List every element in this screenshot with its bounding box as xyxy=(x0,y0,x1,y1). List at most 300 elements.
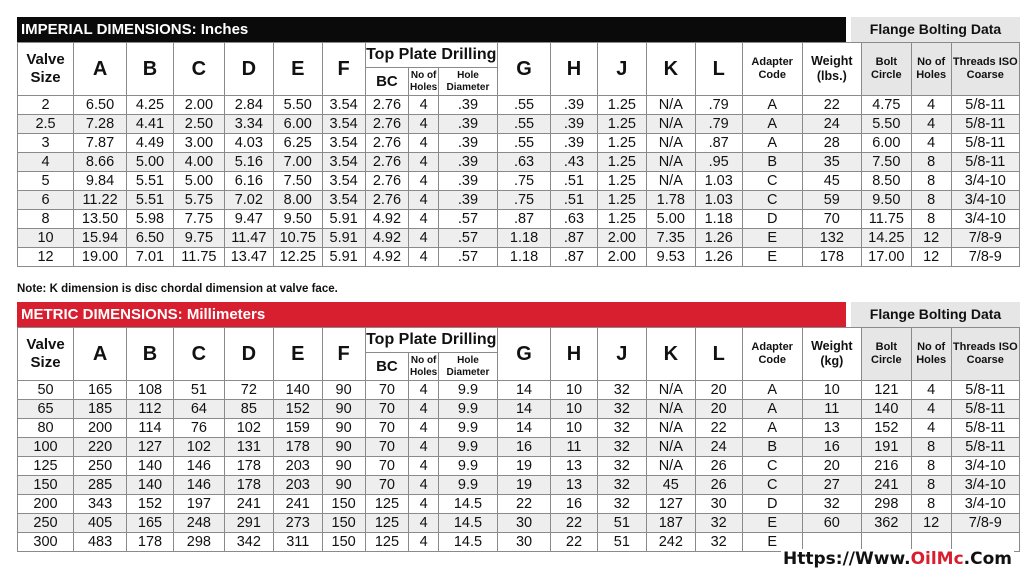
table-cell: 4 xyxy=(409,115,439,134)
watermark-suffix: .Com xyxy=(963,549,1012,569)
table-cell: 2.84 xyxy=(224,96,273,115)
table-cell: A xyxy=(742,134,802,153)
col-bolt-circle: Bolt Circle xyxy=(861,43,911,96)
table-cell: 4.92 xyxy=(365,210,409,229)
table-cell: 4 xyxy=(409,229,439,248)
table-cell: 4 xyxy=(911,419,951,438)
table-cell: 159 xyxy=(273,419,322,438)
table-cell: 405 xyxy=(74,514,127,533)
table-cell: .55 xyxy=(498,134,551,153)
table-cell: 8.00 xyxy=(273,191,322,210)
table-cell: 32 xyxy=(695,514,742,533)
table-cell: A xyxy=(742,419,802,438)
table-cell: B xyxy=(742,438,802,457)
table-row xyxy=(18,400,1020,419)
table-cell: 9.9 xyxy=(438,400,497,419)
col-l: L xyxy=(695,43,742,96)
table-cell: 5.00 xyxy=(646,210,695,229)
table-cell: .63 xyxy=(498,153,551,172)
col-f: F xyxy=(322,328,365,381)
table-cell: 3/4-10 xyxy=(951,191,1019,210)
table-cell: 70 xyxy=(365,438,409,457)
table-cell: 2.00 xyxy=(173,96,224,115)
table-row xyxy=(18,495,1020,514)
table-cell: 4 xyxy=(409,191,439,210)
table-cell: 4 xyxy=(409,381,439,400)
table-cell: 200 xyxy=(18,495,74,514)
table-cell: N/A xyxy=(646,115,695,134)
table-cell: 150 xyxy=(322,495,365,514)
table-cell: 285 xyxy=(74,476,127,495)
table-cell: 10 xyxy=(551,419,598,438)
table-cell: 3/4-10 xyxy=(951,457,1019,476)
table-row xyxy=(18,438,1020,457)
table-cell: 127 xyxy=(127,438,174,457)
table-cell: .39 xyxy=(551,96,598,115)
col-c: C xyxy=(173,43,224,96)
table-cell: 5.00 xyxy=(127,153,174,172)
table-cell: 70 xyxy=(802,210,861,229)
table-cell: .79 xyxy=(695,115,742,134)
table-cell: 4.25 xyxy=(127,96,174,115)
table-row xyxy=(18,134,1020,153)
col-j: J xyxy=(597,328,646,381)
table-cell: 102 xyxy=(224,419,273,438)
table-cell: 90 xyxy=(322,476,365,495)
table-cell: .57 xyxy=(438,229,497,248)
table-cell: 125 xyxy=(365,533,409,552)
table-cell: 7.87 xyxy=(74,134,127,153)
table-cell: 6 xyxy=(18,191,74,210)
table-cell: 298 xyxy=(173,533,224,552)
col-weight: Weight (lbs.) xyxy=(802,43,861,96)
table-cell: 70 xyxy=(365,457,409,476)
table-cell: 45 xyxy=(646,476,695,495)
table-cell: 2 xyxy=(18,96,74,115)
col-adapter-code: Adapter Code xyxy=(742,328,802,381)
table-cell: 11.75 xyxy=(861,210,911,229)
table-cell: 76 xyxy=(173,419,224,438)
table-cell: 11 xyxy=(551,438,598,457)
col-c: C xyxy=(173,328,224,381)
table-cell: 125 xyxy=(365,514,409,533)
table-cell: 6.00 xyxy=(273,115,322,134)
table-cell: 14.5 xyxy=(438,514,497,533)
table-cell: N/A xyxy=(646,457,695,476)
table-cell: 32 xyxy=(597,419,646,438)
table-cell: 4 xyxy=(409,533,439,552)
table-cell: 3.34 xyxy=(224,115,273,134)
table-cell: 13 xyxy=(802,419,861,438)
table-cell: N/A xyxy=(646,381,695,400)
table-cell: 140 xyxy=(861,400,911,419)
table-cell: 1.25 xyxy=(597,191,646,210)
table-cell: 343 xyxy=(74,495,127,514)
table-cell: 4 xyxy=(409,514,439,533)
table-cell: 4 xyxy=(18,153,74,172)
table-cell: 11.22 xyxy=(74,191,127,210)
table-cell: 14.25 xyxy=(861,229,911,248)
table-cell: 3/4-10 xyxy=(951,476,1019,495)
table-cell: 7.35 xyxy=(646,229,695,248)
imperial-section xyxy=(17,17,1020,267)
table-cell: 9.75 xyxy=(173,229,224,248)
table-cell: 5.98 xyxy=(127,210,174,229)
table-cell: 248 xyxy=(173,514,224,533)
table-cell: 146 xyxy=(173,457,224,476)
col-e: E xyxy=(273,43,322,96)
table-cell: .39 xyxy=(438,153,497,172)
table-cell: .39 xyxy=(438,172,497,191)
table-cell: 2.5 xyxy=(18,115,74,134)
table-cell: 12 xyxy=(911,248,951,267)
table-cell: 3.54 xyxy=(322,96,365,115)
table-cell: 3/4-10 xyxy=(951,495,1019,514)
imperial-table-body xyxy=(18,96,1020,267)
table-cell: .39 xyxy=(551,134,598,153)
table-cell: 70 xyxy=(365,381,409,400)
table-cell: 1.18 xyxy=(695,210,742,229)
table-cell: 8 xyxy=(911,191,951,210)
table-cell: 2.50 xyxy=(173,115,224,134)
table-cell: 7/8-9 xyxy=(951,248,1019,267)
table-cell: C xyxy=(742,476,802,495)
table-cell: 185 xyxy=(74,400,127,419)
table-cell: 242 xyxy=(646,533,695,552)
table-cell: 178 xyxy=(802,248,861,267)
table-cell: 108 xyxy=(127,381,174,400)
table-cell: .39 xyxy=(438,96,497,115)
table-cell: 191 xyxy=(861,438,911,457)
table-cell: 14.5 xyxy=(438,495,497,514)
table-cell: 13 xyxy=(551,457,598,476)
table-cell: 8 xyxy=(911,457,951,476)
table-cell: 1.26 xyxy=(695,229,742,248)
table-cell: 85 xyxy=(224,400,273,419)
table-cell: 4 xyxy=(911,400,951,419)
table-cell: 6.00 xyxy=(861,134,911,153)
table-cell: 4 xyxy=(911,115,951,134)
table-cell: 112 xyxy=(127,400,174,419)
metric-dimensions-table xyxy=(17,327,1020,552)
table-cell: 140 xyxy=(127,476,174,495)
site-watermark xyxy=(781,549,1014,569)
col-flange-holes: No of Holes xyxy=(911,43,951,96)
table-cell: 3.54 xyxy=(322,191,365,210)
table-cell: 2.76 xyxy=(365,96,409,115)
table-cell: 13.47 xyxy=(224,248,273,267)
col-bolt-circle: Bolt Circle xyxy=(861,328,911,381)
table-cell: 178 xyxy=(127,533,174,552)
table-cell: 8 xyxy=(911,476,951,495)
table-cell: .51 xyxy=(551,191,598,210)
table-cell: 32 xyxy=(597,476,646,495)
table-cell: 24 xyxy=(695,438,742,457)
table-cell: 150 xyxy=(322,514,365,533)
table-cell: 342 xyxy=(224,533,273,552)
table-cell: 70 xyxy=(365,476,409,495)
col-no-of-holes: No of Holes xyxy=(409,68,439,96)
table-cell: 32 xyxy=(597,457,646,476)
col-k: K xyxy=(646,43,695,96)
table-cell: 200 xyxy=(74,419,127,438)
table-cell: N/A xyxy=(646,96,695,115)
imperial-dimensions-table xyxy=(17,42,1020,267)
k-dimension-note: Note: K dimension is disc chordal dimension at valve face. xyxy=(17,283,338,295)
col-d: D xyxy=(224,43,273,96)
table-cell: A xyxy=(742,115,802,134)
table-cell: 19 xyxy=(498,457,551,476)
col-l: L xyxy=(695,328,742,381)
col-h: H xyxy=(551,328,598,381)
table-cell: 6.50 xyxy=(74,96,127,115)
table-cell: 4 xyxy=(911,381,951,400)
col-threads: Threads ISO Coarse xyxy=(951,43,1019,96)
table-cell: 4.49 xyxy=(127,134,174,153)
table-cell: 4 xyxy=(409,134,439,153)
table-cell: 35 xyxy=(802,153,861,172)
table-cell: .57 xyxy=(438,210,497,229)
table-cell: 7.75 xyxy=(173,210,224,229)
table-cell: .79 xyxy=(695,96,742,115)
table-cell: 4 xyxy=(911,96,951,115)
table-cell: 9.9 xyxy=(438,438,497,457)
table-cell: 102 xyxy=(173,438,224,457)
table-cell: 7/8-9 xyxy=(951,514,1019,533)
table-row xyxy=(18,191,1020,210)
table-cell: 5/8-11 xyxy=(951,400,1019,419)
table-cell: D xyxy=(742,210,802,229)
col-a: A xyxy=(74,328,127,381)
table-cell: 16 xyxy=(498,438,551,457)
table-cell: 14 xyxy=(498,400,551,419)
table-cell: 20 xyxy=(695,400,742,419)
col-j: J xyxy=(597,43,646,96)
table-cell: .63 xyxy=(551,210,598,229)
table-cell: 90 xyxy=(322,419,365,438)
table-cell: 5/8-11 xyxy=(951,381,1019,400)
table-cell: 250 xyxy=(74,457,127,476)
table-cell: 14.5 xyxy=(438,533,497,552)
table-row xyxy=(18,457,1020,476)
table-cell: 13.50 xyxy=(74,210,127,229)
table-cell: 90 xyxy=(322,438,365,457)
table-cell: 4 xyxy=(409,248,439,267)
table-cell: C xyxy=(742,457,802,476)
table-cell: 70 xyxy=(365,400,409,419)
table-cell: 311 xyxy=(273,533,322,552)
imperial-titlebar xyxy=(17,17,1020,42)
table-cell: 150 xyxy=(18,476,74,495)
table-cell: 2.76 xyxy=(365,153,409,172)
table-cell: .43 xyxy=(551,153,598,172)
table-cell: 5.51 xyxy=(127,191,174,210)
table-cell: 140 xyxy=(127,457,174,476)
table-cell: 241 xyxy=(224,495,273,514)
table-cell: 241 xyxy=(861,476,911,495)
table-cell: 6.16 xyxy=(224,172,273,191)
col-g: G xyxy=(498,43,551,96)
table-cell: D xyxy=(742,495,802,514)
table-cell: 1.03 xyxy=(695,172,742,191)
table-cell: .39 xyxy=(438,134,497,153)
table-cell: 5/8-11 xyxy=(951,438,1019,457)
table-cell: 5.16 xyxy=(224,153,273,172)
table-cell: 300 xyxy=(18,533,74,552)
table-cell: 5/8-11 xyxy=(951,115,1019,134)
table-cell: A xyxy=(742,381,802,400)
table-cell: 132 xyxy=(802,229,861,248)
watermark-prefix: Https://Www. xyxy=(783,549,911,569)
table-cell: 3.54 xyxy=(322,115,365,134)
table-cell: 24 xyxy=(802,115,861,134)
table-cell: 12.25 xyxy=(273,248,322,267)
metric-table-body xyxy=(18,381,1020,552)
table-cell: .87 xyxy=(551,248,598,267)
table-cell: 12 xyxy=(911,229,951,248)
table-cell: 4 xyxy=(409,153,439,172)
table-cell: 19 xyxy=(498,476,551,495)
table-cell: 2.76 xyxy=(365,172,409,191)
table-cell: 4.41 xyxy=(127,115,174,134)
table-cell: 10 xyxy=(551,381,598,400)
table-cell: 50 xyxy=(18,381,74,400)
table-cell: 19.00 xyxy=(74,248,127,267)
table-cell: 178 xyxy=(273,438,322,457)
table-cell: 1.25 xyxy=(597,96,646,115)
table-cell: 1.03 xyxy=(695,191,742,210)
table-cell: N/A xyxy=(646,172,695,191)
col-e: E xyxy=(273,328,322,381)
table-cell: 10.75 xyxy=(273,229,322,248)
table-cell: 7/8-9 xyxy=(951,229,1019,248)
table-cell: 220 xyxy=(74,438,127,457)
table-cell: 8.50 xyxy=(861,172,911,191)
table-cell: 5.51 xyxy=(127,172,174,191)
table-cell: 90 xyxy=(322,400,365,419)
table-cell: 9.84 xyxy=(74,172,127,191)
metric-flange-title: Flange Bolting Data xyxy=(851,302,1020,327)
table-cell: A xyxy=(742,96,802,115)
table-cell: 1.25 xyxy=(597,210,646,229)
col-h: H xyxy=(551,43,598,96)
table-cell: 1.18 xyxy=(498,248,551,267)
table-cell: 3 xyxy=(18,134,74,153)
table-cell: 4 xyxy=(409,495,439,514)
table-cell: 362 xyxy=(861,514,911,533)
table-cell: 10 xyxy=(18,229,74,248)
table-cell: 1.25 xyxy=(597,172,646,191)
table-cell: 4.03 xyxy=(224,134,273,153)
table-row xyxy=(18,210,1020,229)
table-cell: 10 xyxy=(802,381,861,400)
table-cell: 6.25 xyxy=(273,134,322,153)
table-cell: 7.02 xyxy=(224,191,273,210)
table-cell: 5.50 xyxy=(861,115,911,134)
table-cell: .87 xyxy=(695,134,742,153)
table-cell: E xyxy=(742,533,802,552)
table-cell: 216 xyxy=(861,457,911,476)
table-cell: 14 xyxy=(498,381,551,400)
col-top-plate-drilling: Top Plate Drilling xyxy=(365,328,498,353)
table-cell: 165 xyxy=(74,381,127,400)
table-cell: 11.75 xyxy=(173,248,224,267)
table-cell: 5.00 xyxy=(173,172,224,191)
table-cell: 4 xyxy=(409,172,439,191)
table-cell: 4 xyxy=(911,134,951,153)
table-cell: 65 xyxy=(18,400,74,419)
table-cell: 187 xyxy=(646,514,695,533)
table-cell: 51 xyxy=(173,381,224,400)
table-cell: 8 xyxy=(911,172,951,191)
table-cell: 17.00 xyxy=(861,248,911,267)
table-cell: 100 xyxy=(18,438,74,457)
table-cell: 1.25 xyxy=(597,115,646,134)
table-cell: 80 xyxy=(18,419,74,438)
table-cell: 9.50 xyxy=(861,191,911,210)
col-k: K xyxy=(646,328,695,381)
table-cell: 9.47 xyxy=(224,210,273,229)
table-cell: 1.78 xyxy=(646,191,695,210)
table-cell: 7.28 xyxy=(74,115,127,134)
table-row xyxy=(18,248,1020,267)
table-cell: 291 xyxy=(224,514,273,533)
imperial-title: IMPERIAL DIMENSIONS: Inches xyxy=(17,17,846,42)
table-cell: 4 xyxy=(409,210,439,229)
table-cell: 5 xyxy=(18,172,74,191)
table-cell: .51 xyxy=(551,172,598,191)
col-flange-holes: No of Holes xyxy=(911,328,951,381)
col-top-plate-drilling: Top Plate Drilling xyxy=(365,43,498,68)
table-cell: 6.50 xyxy=(127,229,174,248)
table-cell: 4.00 xyxy=(173,153,224,172)
table-cell: .57 xyxy=(438,248,497,267)
table-cell: 7.50 xyxy=(273,172,322,191)
table-cell: 1.18 xyxy=(498,229,551,248)
table-cell: 9.9 xyxy=(438,419,497,438)
table-cell: .39 xyxy=(438,191,497,210)
table-cell: 5.50 xyxy=(273,96,322,115)
table-cell: 197 xyxy=(173,495,224,514)
table-cell: 241 xyxy=(273,495,322,514)
table-cell: 146 xyxy=(173,476,224,495)
table-cell: 125 xyxy=(365,495,409,514)
table-cell: 22 xyxy=(695,419,742,438)
table-cell: 140 xyxy=(273,381,322,400)
table-cell: 10 xyxy=(551,400,598,419)
table-cell: 30 xyxy=(498,533,551,552)
table-cell: 7.00 xyxy=(273,153,322,172)
table-row xyxy=(18,476,1020,495)
table-cell: N/A xyxy=(646,438,695,457)
table-cell: 2.76 xyxy=(365,191,409,210)
table-cell: 3.54 xyxy=(322,153,365,172)
table-cell: 15.94 xyxy=(74,229,127,248)
col-g: G xyxy=(498,328,551,381)
watermark-brand: OilMc xyxy=(910,549,964,569)
table-cell: 5.75 xyxy=(173,191,224,210)
table-cell: 1.25 xyxy=(597,153,646,172)
metric-section xyxy=(17,302,1020,552)
table-row xyxy=(18,96,1020,115)
table-cell: 70 xyxy=(365,419,409,438)
table-cell: 3.54 xyxy=(322,134,365,153)
table-cell: 14 xyxy=(498,419,551,438)
table-cell: 5/8-11 xyxy=(951,134,1019,153)
table-cell: 9.9 xyxy=(438,457,497,476)
table-cell: .95 xyxy=(695,153,742,172)
table-cell: 22 xyxy=(551,514,598,533)
